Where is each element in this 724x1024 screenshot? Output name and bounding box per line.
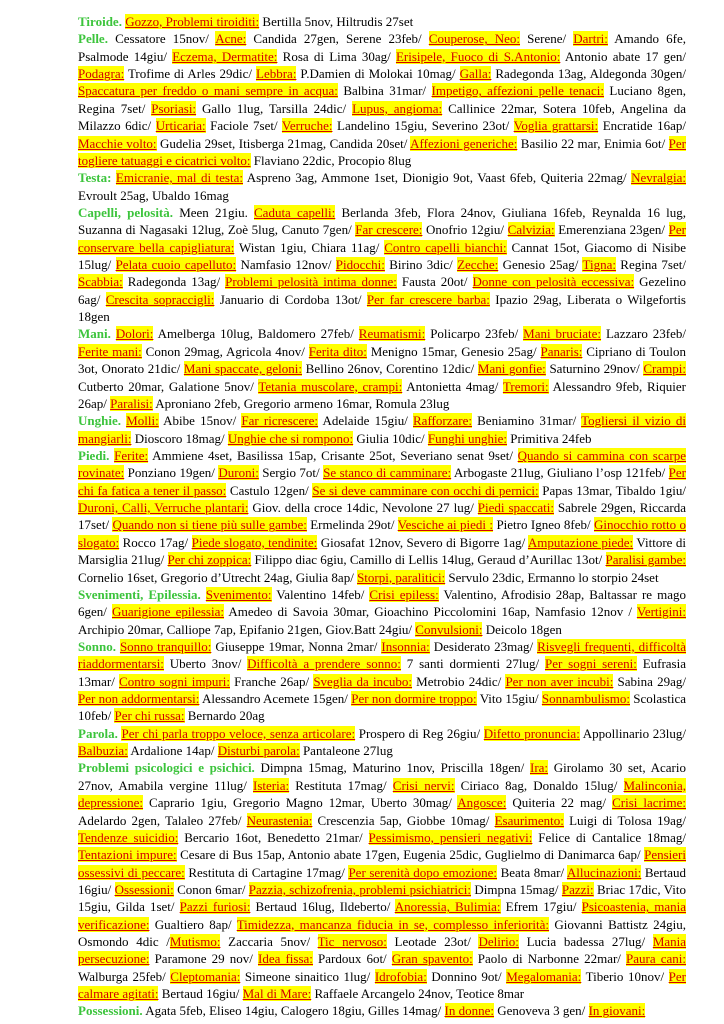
saints-text: Onofrio 12giu/ [422,222,508,238]
saints-text: Beata 8mar/ [497,864,567,880]
saints-text: Quiteria 22 mag/ [506,795,613,811]
saints-text: Adelaide 15giu/ [318,413,413,429]
condition-highlight: Vesciche ai piedi : [397,517,494,533]
saints-text: Gezelino 6ag/ [78,274,686,307]
condition-highlight: Tremori: [502,378,549,394]
section-paragraph [78,30,686,169]
saints-text: Eufrasia 13mar/ [78,656,686,689]
saints-text: Cutberto 20mar, Galatione 5nov/ [78,378,259,394]
condition-highlight: Dolori: [115,326,154,342]
saints-text: Servulo 23dic, Ermanno lo storpio 24set [445,569,659,585]
condition-highlight: Difficoltà a prendere sonno: [247,656,401,672]
section-paragraph [78,204,686,326]
saints-text: Encratide 16ap/ [598,118,686,134]
saints-text: Amelberga 10lug, Baldomero 27feb/ [153,326,359,342]
saints-text: Namfasio 12nov/ [236,257,336,273]
saints-text: Paramone 29 nov/ [149,951,258,967]
condition-highlight: Contro sogni impuri: [119,673,230,689]
saints-text: Abibe 15nov/ [158,413,242,429]
section-paragraph [78,1002,686,1019]
condition-highlight: Contro capelli bianchi: [384,239,507,255]
condition-highlight: Per chi zoppica: [167,552,252,568]
condition-highlight: Per sogni sereni: [544,656,637,672]
section-heading: Pelle. [78,31,108,47]
condition-highlight: Verruche: [281,118,333,134]
condition-highlight: Sonno tranquillo: [119,638,212,654]
saints-text: Antonio abate 17 gen/ [560,48,686,64]
condition-highlight: Allucinazioni: [566,864,642,880]
condition-highlight: Disturbi parola: [217,743,300,759]
section-heading: Unghie. [78,413,121,429]
condition-highlight: Mani spaccate, geloni: [183,361,302,377]
saints-text: Luigi di Tolosa 19ag/ [563,812,686,828]
condition-highlight: Pazzi furiosi: [179,899,251,915]
saints-text: Papas 13mar, Tibaldo 1giu/ [538,482,686,498]
saints-text: Balbina 31mar/ [337,83,432,99]
saints-text: Giosafat 12nov, Severo di Bigorre 1ag/ [317,534,528,550]
saints-text: Ammiene 4set, Basilissa 15ap, Crisante 25ot, Severiano senat 9set/ [148,447,518,463]
saints-text: Felice di Cantalice 18mag/ [532,829,687,845]
section-heading: Parola. [78,725,118,741]
saints-text: Bellino 26nov, Corentino 12dic/ [302,361,478,377]
condition-highlight: Sonnambulismo: [541,691,630,707]
saints-text: Aspreno 3ag, Ammone 1set, Dionigio 9ot, Vaast 6feb, Quiteria 22mag/ [242,170,632,186]
saints-text: Januario di Cordoba 13ot/ [214,291,367,307]
condition-highlight: Paralisi gambe: [605,552,687,568]
saints-text: Bertilla 5nov, Hiltrudis 27set [259,14,414,29]
condition-highlight: Balbuzia: [78,743,128,759]
saints-text: Emerenziana 23gen/ [554,222,669,238]
saints-text: Lucia badessa 27lug/ [518,934,653,950]
condition-highlight: Spaccatura per freddo o mani sempre in acqua: [78,83,338,99]
saints-text: Beniamino 31mar/ [471,413,582,429]
saints-text: Ardalione 14ap/ [127,743,218,759]
saints-text: Restituta di Cartagine 17mag/ [184,864,349,880]
condition-highlight: In donne: [444,1003,494,1019]
section-paragraph [78,325,686,412]
saints-text: Bertaud 16lug, Ildeberto/ [250,899,395,915]
section-heading: Svenimenti, Epilessia. [78,586,201,602]
condition-highlight: Piedi spaccati: [477,500,554,516]
saints-text: Candida 27gen, Serene 23feb/ [246,31,429,47]
condition-highlight: Problemi pelosità intima donne: [225,274,397,290]
saints-text: Alessandro 9feb, Riquier 26ap/ [78,378,686,411]
condition-highlight: Reumatismi: [358,326,426,342]
saints-text: Landelino 15giu, Severino 23ot/ [332,118,514,134]
saints-text: Gudelia 29set, Itisberga 21mag, Candida 20set/ [156,135,411,151]
section-heading: Mani. [78,326,111,342]
saints-text: Conon 29mag, Agricola 4nov/ [141,343,309,359]
condition-highlight: Mani bruciate: [523,326,602,342]
saints-text: Girolamo 30 set, Acario 27nov, Amabila vergine 11lug/ [78,760,686,793]
saints-text: Rosa di Lima 30ag/ [277,48,396,64]
condition-highlight: Crisi nervi: [392,777,455,793]
saints-text: Gallo 1lug, Tarsilla 24dic/ [196,100,353,116]
condition-highlight: Tigna: [582,257,616,273]
condition-highlight: Far crescere: [355,222,423,238]
condition-highlight: Piede slogato, tendinite: [191,534,318,550]
section-paragraph [78,447,686,586]
section-heading: Possessioni. [78,1003,143,1019]
saints-text: Metrobio 24dic/ [411,673,506,689]
saints-text: Efrem 17giu/ [500,899,582,915]
saints-text: Birino 3dic/ [384,257,458,273]
saints-text: Wistan 1giu, Chiara 11ag/ [234,239,385,255]
saints-text: Dimpna 15mag, Maturino 1nov, Priscilla 18gen/ [254,760,530,776]
condition-highlight: Anoressia, Bulimia: [394,899,501,915]
saints-text: Castulo 12gen/ [226,482,313,498]
condition-highlight: Tendenze suicidio: [78,829,179,845]
saints-text: Sergio 7ot/ [258,465,324,481]
saints-text: Appollinario 23lug/ [579,725,687,741]
condition-highlight: Urticaria: [155,118,206,134]
saints-text: Antonietta 4mag/ [402,378,503,394]
section-heading: Problemi psicologici e psichici. [78,760,255,776]
saints-text: Alessandro Acemete 15gen/ [199,691,352,707]
saints-text: Faciole 7set/ [205,118,282,134]
condition-highlight: Ossessioni: [114,881,174,897]
condition-highlight: Ferita dito: [308,343,367,359]
saints-text: Leotade 23ot/ [386,934,479,950]
saints-text: Valentino 14feb/ [271,586,370,602]
saints-text: Berlanda 3feb, Flora 24nov, Giuliana 16feb, Reynalda 16 lug, Suzanna di Nagasaki 12lug, Zoè 5lug, Canuto 7gen/ [78,204,686,238]
condition-highlight: Se stanco di camminare: [323,465,452,481]
condition-highlight: Storpi, paralitici: [357,569,446,585]
condition-highlight: Megalomania: [506,968,582,984]
saints-text: Arbogaste 21lug, Giuliano l’osp 121feb/ [451,465,669,481]
saints-text: Donnino 9ot/ [426,968,507,984]
saints-text: Briac 17dic, Vito 15giu, Gilda 1set/ [78,881,686,915]
condition-highlight: Unghie che si rompono: [227,430,354,446]
condition-highlight: Idea fissa: [257,951,313,967]
condition-highlight: Emicranie, mal di testa: [115,170,243,186]
saints-text: Ermelinda 29ot/ [306,517,398,533]
condition-highlight: Crampi: [643,361,686,377]
condition-highlight: Tic nervoso: [317,934,387,950]
saints-text: Meen 21giu. [173,204,254,220]
condition-highlight: Macchie volto: [78,135,157,151]
saints-text: Basilio 22 mar, Enimia 6ot/ [517,135,669,151]
saints-text: Franche 26ap/ [229,673,314,689]
saints-text: Cessatore 15nov/ [107,31,216,47]
saints-text: Cesare di Bus 15ap, Antonio abate 17gen, Eugenia 25dic, Guglielmo di Danimarca 6ap/ [176,847,645,863]
saints-text: Zaccaria 5nov/ [220,934,318,950]
saints-text: Giovanni Battistz 24giu, Osmondo 4dic / [78,916,686,950]
saints-text: Policarpo 23feb/ [425,326,524,342]
condition-highlight: Delirio: [478,934,519,950]
condition-highlight: Eczema, Dermatite: [172,48,278,64]
condition-highlight: Mani gonfie: [477,361,546,377]
condition-highlight: Duroni, Calli, Verruche plantari: [78,500,249,516]
saints-text: Gualtiero 8ap/ [149,916,237,932]
saints-text: Paolo di Narbonne 22mar/ [472,951,627,967]
condition-highlight: Quando si cammina con scarpe rovinate: [78,447,686,481]
condition-highlight: Psoriasi: [151,100,197,116]
condition-highlight: Crisi lacrime: [612,795,686,811]
condition-highlight: Isteria: [253,777,290,793]
condition-highlight: Risvegli frequenti, difficoltà riaddormentarsi: [78,638,686,672]
section-paragraph [78,759,686,1002]
condition-highlight: Timidezza, mancanza fiducia in se, complesso inferiorità: [236,916,550,932]
saints-text: Primitiva 24feb [506,430,592,446]
condition-highlight: Panaris: [540,343,583,359]
saints-text: Luciano 8gen, Regina 7set/ [78,83,686,116]
condition-highlight: Calvizia: [507,222,555,238]
saints-text: Valentino, Afrodisio 28ap, Baltassar re mago 6gen/ [78,586,686,620]
saints-text: Serene/ [520,31,574,47]
saints-text: Raffaele Arcangelo 24nov, Teotice 8mar [311,986,525,1002]
saints-text: Conon 6mar/ [173,881,249,897]
saints-text: Evroult 25ag, Ubaldo 16mag [78,187,229,203]
condition-highlight: Esaurimento: [494,812,564,828]
saints-text: 7 santi dormienti 27lug/ [400,656,545,672]
section-paragraph [78,638,686,725]
saints-text: Dimpna 15mag/ [471,881,562,897]
saints-text: Giov. della croce 14dic, Nevolone 27 lug/ [248,500,478,516]
condition-highlight: Pelata cuoio capelluto: [115,257,237,273]
saints-text: Sabina 29ag/ [613,673,686,689]
condition-highlight: Per far crescere barba: [366,291,490,307]
condition-highlight: Amputazione piede: [527,534,634,550]
saints-text: Dioscoro 18mag/ [131,430,228,446]
saints-text: Radegonda 13ag, Aldegonda 30gen/ [491,66,686,82]
condition-highlight: Per non addormentarsi: [78,691,200,707]
condition-highlight: Per serenità dopo emozione: [348,864,498,880]
condition-highlight: Erisipele, Fuoco di S.Antonio: [395,48,561,64]
condition-highlight: Far ricrescere: [241,413,319,429]
saints-text: Uberto 3nov/ [163,656,248,672]
condition-highlight: Per chi russa: [114,708,185,724]
saints-text: Cornelio 16set, Gregorio d’Utrecht 24ag, Giulia 8ap/ [78,569,358,585]
condition-highlight: Affezioni generiche: [410,135,518,151]
saints-text: Amando 6fe, Psalmode 14giu/ [78,31,686,64]
condition-highlight: Voglia grattarsi: [513,118,599,134]
saints-text: Menigno 15mar, Genesio 25ag/ [366,343,541,359]
condition-highlight: Paura cani: [626,951,686,967]
condition-highlight: Pensieri ossessivi di peccare: [78,847,686,880]
section-heading: Testa: [78,170,112,186]
condition-highlight: Angosce: [457,795,507,811]
condition-highlight: Lebbra: [256,66,297,82]
saints-text: Bertaud 16giu/ [158,986,243,1002]
condition-highlight: Convulsioni: [415,621,483,637]
document-body [78,13,686,1020]
saints-text: Walburga 25feb/ [78,968,171,984]
section-paragraph [78,169,686,204]
saints-text: Giulia 10dic/ [353,430,428,446]
section-paragraph [78,412,686,447]
condition-highlight: Couperose, Neo: [428,31,521,47]
saints-text: Cipriano di Toulon 3ot, Onorato 21dic/ [78,343,686,377]
saints-text: Regina 7set/ [615,257,686,273]
condition-highlight: Nevralgia: [631,170,686,186]
saints-text: Trofime di Arles 29dic/ [124,66,257,82]
saints-text: Bernardo 20ag [184,708,265,724]
condition-highlight: Duroni: [218,465,259,481]
condition-highlight: Mal di Mare: [242,986,312,1002]
condition-highlight: In giovani: [588,1003,646,1019]
condition-highlight: Per non dormire troppo: [351,691,477,707]
saints-text: Ponziano 19gen/ [124,465,219,481]
saints-text: Giuseppe 19mar, Nonna 2mar/ [211,638,382,654]
section-heading: Piedi. [78,447,110,463]
saints-text: P.Damien di Molokai 10mag/ [296,66,460,82]
condition-highlight: Gran spavento: [391,951,473,967]
saints-text: Aproniano 2feb, Gregorio armeno 16mar, Romula 23lug [152,395,450,411]
saints-text: Deicolo 18gen [482,621,562,637]
condition-highlight: Idrofobia: [374,968,427,984]
saints-text: Archipio 20mar, Calliope 7ap, Epifanio 21gen, Giov.Batt 24giu/ [78,621,416,637]
condition-highlight: Ferite: [114,447,149,463]
condition-highlight: Per conservare bella capigliatura: [78,222,687,255]
saints-text: Restituta 17mag/ [289,777,393,793]
condition-highlight: Per calmare agitati: [78,968,686,1002]
saints-text: Saturnino 29nov/ [545,361,644,377]
condition-highlight: Mania persecuzione: [78,934,687,967]
saints-text: Flaviano 22dic, Procopio 8lug [250,152,412,168]
condition-highlight: Pessimismo, pensieri negativi: [368,829,533,845]
condition-highlight: Guarigione epilessia: [112,604,224,620]
saints-text: Tiberio 10nov/ [581,968,669,984]
condition-highlight: Ferite mani: [78,343,142,359]
condition-highlight: Tetania muscolare, crampi: [258,378,403,394]
saints-text: Bercario 16ot, Benedetto 21mar/ [178,829,369,845]
condition-highlight: Scabbia: [78,274,123,290]
saints-text: Pardoux 6ot/ [312,951,392,967]
saints-text: Fausta 20ot/ [396,274,473,290]
condition-highlight: Acne: [215,31,247,47]
saints-text: Amedeo di Savoia 30mar, Gioachino Piccolomini 16ap, Namfasio 12nov / [223,604,637,620]
condition-highlight: Per togliere tatuaggi e cicatrici volto: [78,135,686,168]
saints-text: Pietro Igneo 8feb/ [493,517,594,533]
condition-highlight: Pidocchi: [335,257,385,273]
condition-highlight: Sveglia da incubo: [313,673,412,689]
saints-text: Pantaleone 27lug [299,743,393,759]
saints-text: Caprario 1giu, Gregorio Magno 12mar, Uberto 30mag/ [142,795,458,811]
saints-text: Filippo diac 6giu, Camillo di Lellis 14lug, Geraud d’Aurillac 13ot/ [251,552,606,568]
condition-highlight: Psicoastenia, mania verificazione: [78,899,686,932]
saints-text: Sabrele 29gen, Riccarda 17set/ [78,500,686,533]
section-paragraph [78,13,686,30]
section-paragraph [78,725,686,760]
saints-text: Crescenzia 5ap, Giobbe 10mag/ [312,812,495,828]
condition-highlight: Impetigo, affezioni pelle tenaci: [431,83,604,99]
saints-text: Callinice 22mar, Sotera 10feb, Angelina da Milazzo 6dic/ [78,100,686,134]
condition-highlight: Caduta capelli: [254,204,336,220]
condition-highlight: Per non aver incubi: [505,673,614,689]
condition-highlight: Togliersi il vizio di mangiarli: [78,413,687,446]
condition-highlight: Difetto pronuncia: [483,725,580,741]
condition-highlight: Per chi fa fatica a tener il passo: [78,465,687,498]
condition-highlight: Lupus, angioma: [352,100,443,116]
saints-text: Desiderato 23mag/ [429,638,538,654]
saints-text: Genesio 25ag/ [498,257,583,273]
condition-highlight: Molli: [126,413,159,429]
condition-highlight: Funghi unghie: [427,430,507,446]
saints-text: Cannat 15ot, Giacomo di Nisibe 15lug/ [78,239,687,273]
condition-highlight: Mutismo: [169,934,221,950]
condition-highlight: Galla: [459,66,492,82]
condition-highlight: Gozzo, Problemi tiroiditi: [125,14,260,29]
saints-text: Vittore di Marsiglia 21lug/ [78,534,686,568]
condition-highlight: Ginocchio rotto o slogato: [78,517,686,550]
condition-highlight: Malinconia, depressione: [78,777,686,811]
condition-highlight: Donne con pelosità eccessiva: [472,274,635,290]
condition-highlight: Svenimento: [205,586,272,602]
saints-text: Agata 5feb, Eliseo 14giu, Calogero 18giu, Gilles 14mag/ [142,1003,445,1019]
saints-text: Lazzaro 23feb/ [601,326,686,342]
condition-highlight: Neurastenia: [246,812,313,828]
condition-highlight: Pazzi: [561,881,594,897]
section-heading: Tiroide. [78,14,122,29]
condition-highlight: Ira: [529,760,549,776]
condition-highlight: Podagra: [78,66,125,82]
saints-text: Simeone sinaitico 1lug/ [240,968,375,984]
section-heading: Sonno. [78,638,116,654]
section-heading: Capelli, pelosità. [78,204,174,220]
condition-highlight: Dartri: [573,31,608,47]
condition-highlight: Insonnia: [381,638,430,654]
condition-highlight: Paralisi: [110,395,153,411]
saints-text: Vito 15giu/ [476,691,542,707]
saints-text: Rocco 17ag/ [119,534,192,550]
condition-highlight: Crisi epiless: [369,586,439,602]
condition-highlight: Tentazioni impure: [78,847,177,863]
saints-text: Genoveva 3 gen/ [493,1003,589,1019]
condition-highlight: Per chi parla troppo veloce, senza articolare: [121,725,356,741]
condition-highlight: Cleptomania: [170,968,241,984]
condition-highlight: Rafforzare: [413,413,472,429]
saints-text: Ipazio 29ag, Liberata o Wilgefortis 18gen [78,291,686,325]
saints-text: Adelardo 2gen, Talaleo 27feb/ [78,812,247,828]
condition-highlight: Pazzia, schizofrenia, problemi psichiatrici: [248,881,472,897]
condition-highlight: Se si deve camminare con occhi di pernici: [312,482,539,498]
saints-text: Scolastica 10feb/ [78,691,686,724]
condition-highlight: Crescita sopraccigli: [105,291,215,307]
saints-text: Prospero di Reg 26giu/ [355,725,484,741]
condition-highlight: Vertigini: [636,604,686,620]
condition-highlight: Quando non si tiene più sulle gambe: [112,517,307,533]
condition-highlight: Zecche: [457,257,499,273]
saints-text: Ciriaco 8ag, Donaldo 15lug/ [454,777,624,793]
saints-text: Radegonda 13ag/ [122,274,226,290]
saints-text: Bertaud 16giu/ [78,864,687,897]
section-paragraph [78,586,686,638]
